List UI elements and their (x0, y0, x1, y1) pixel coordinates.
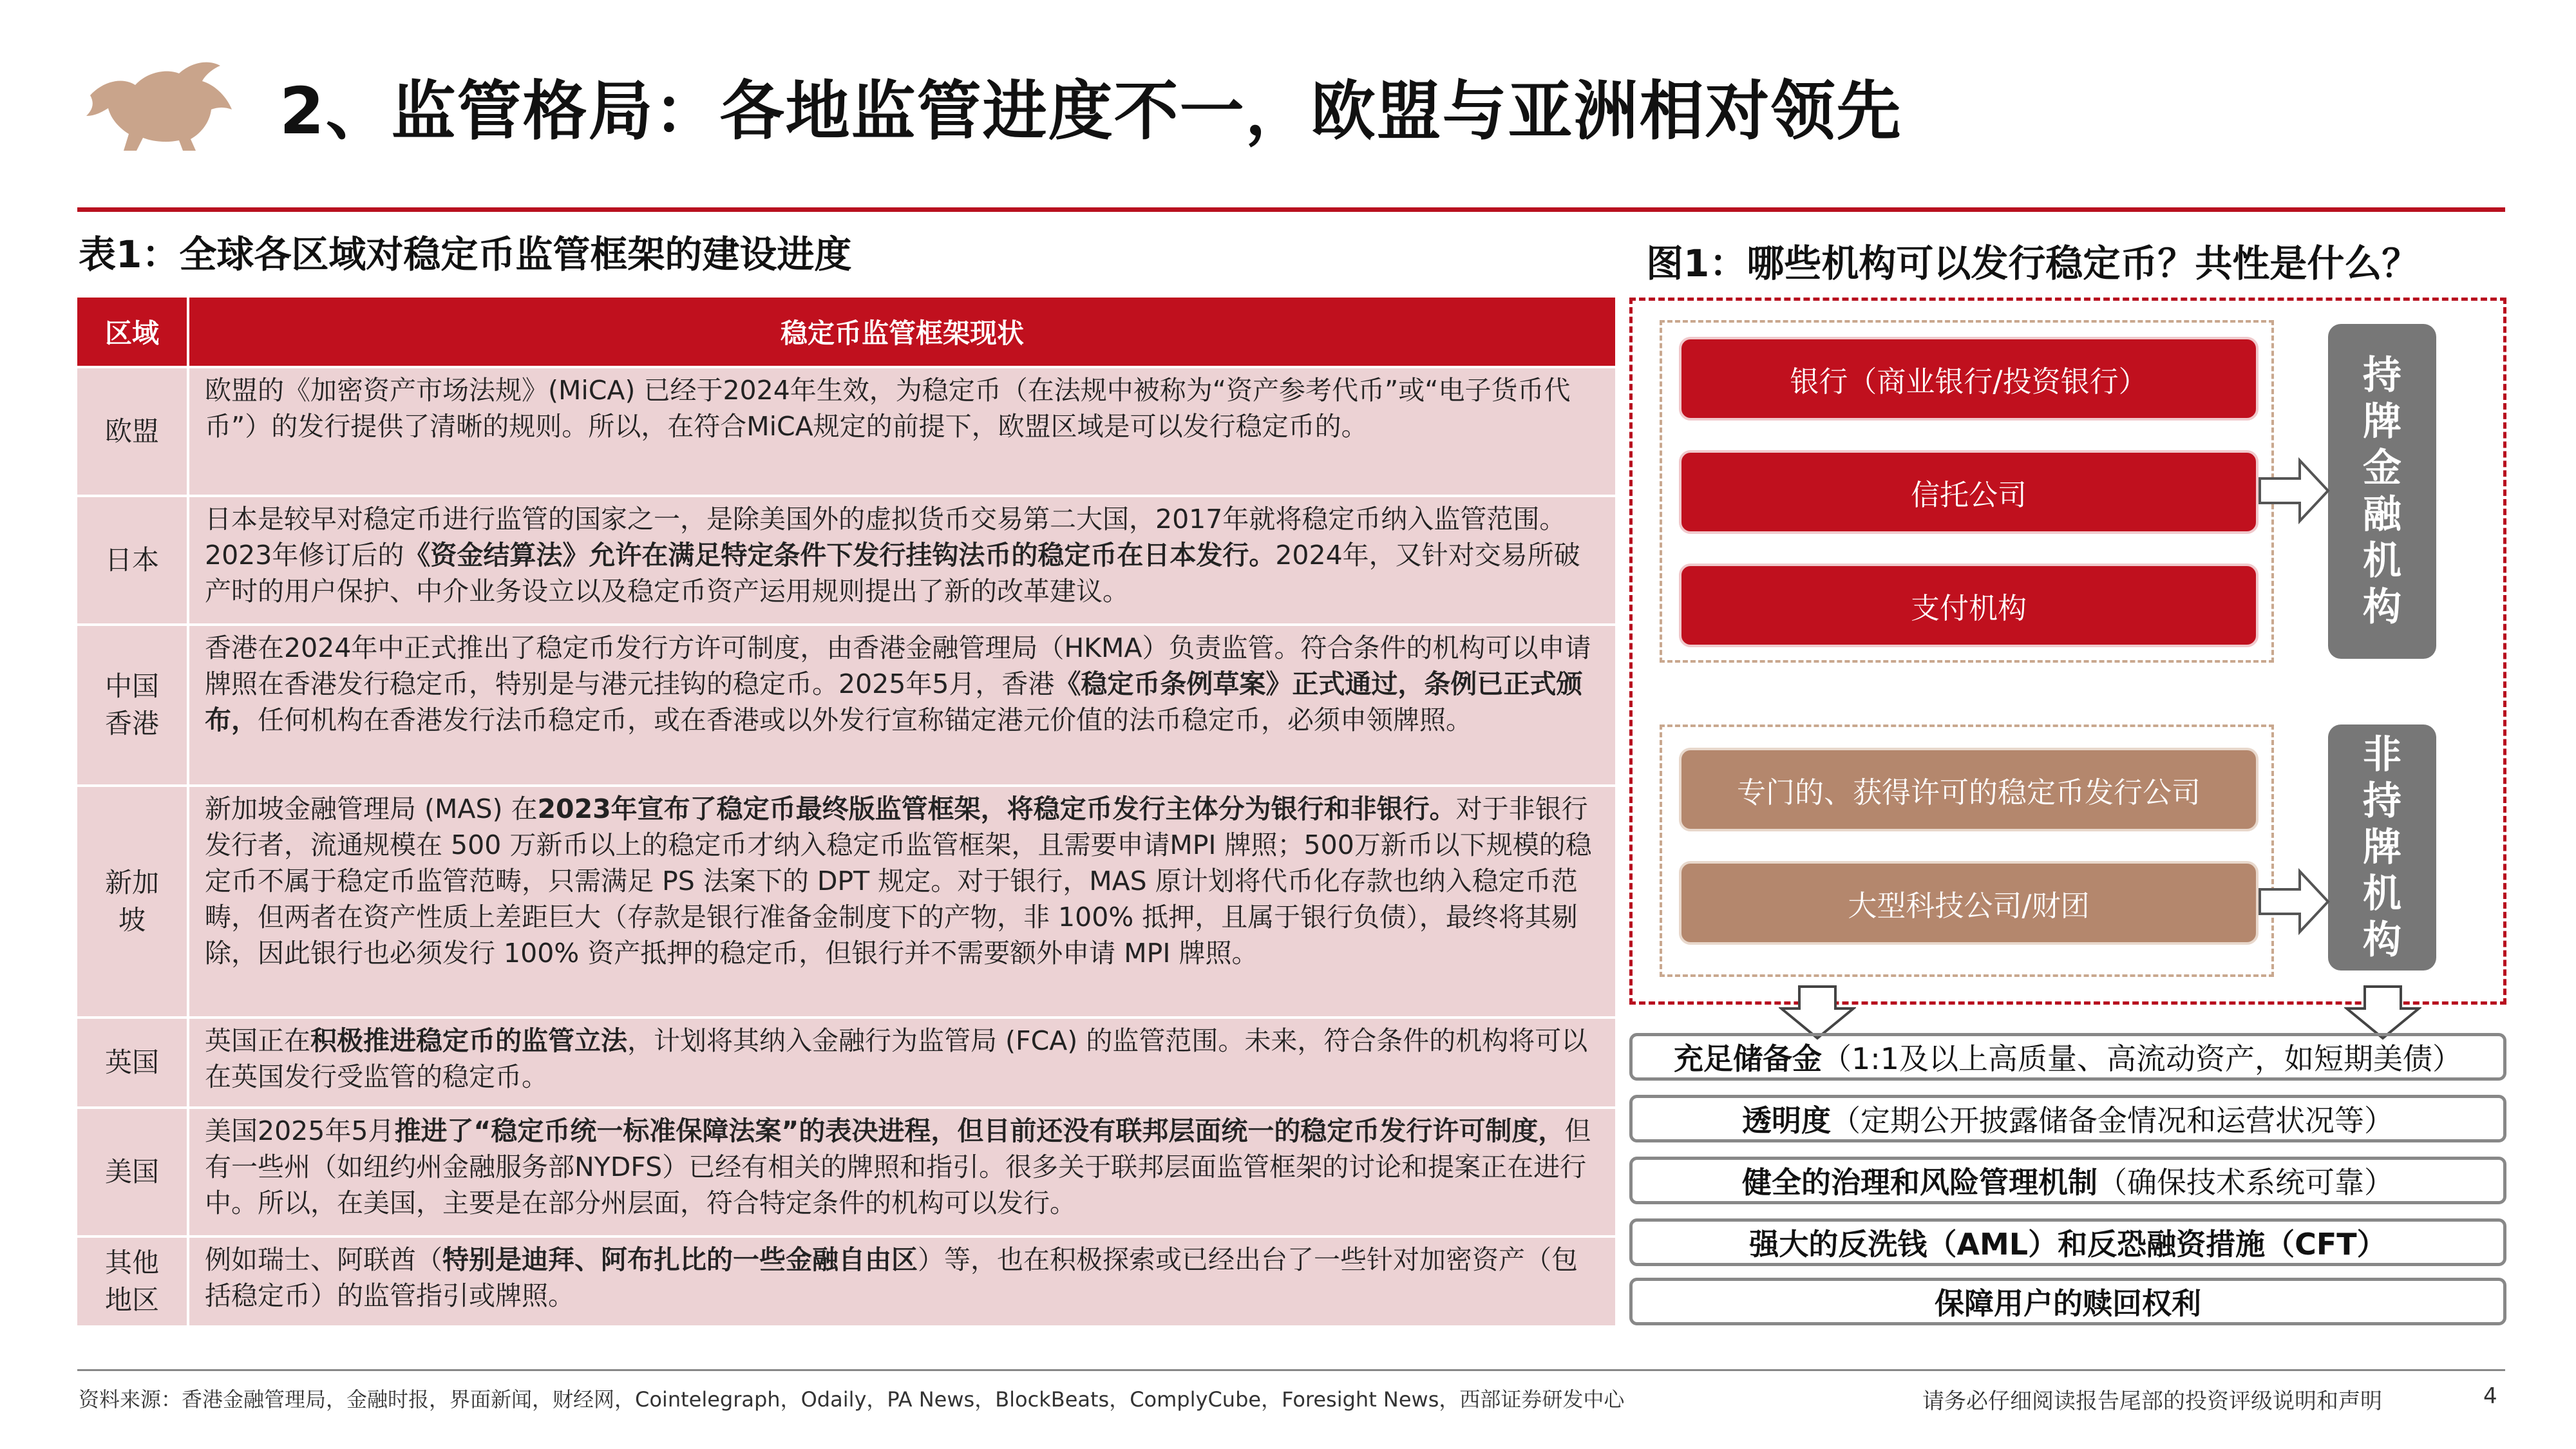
status-cell (189, 787, 1615, 1016)
feature-bold: 透明度 (1742, 1103, 1831, 1138)
issuer-stablecoin-company: 专门的、获得许可的稳定币发行公司 (1679, 748, 2259, 831)
region-line: 地区 (104, 1284, 159, 1316)
region-line: 中国 (104, 670, 159, 702)
unlicensed-label (2328, 724, 2436, 971)
feature-redemption (1629, 1278, 2506, 1325)
feature-bold: 强大的反洗钱（AML）和反恐融资措施（CFT） (1749, 1227, 2387, 1262)
status-text: 任何机构在香港发行法币稳定币，或在香港或以外发行宣称锚定港元价值的法币稳定币，必须申领牌照。 (258, 705, 1472, 735)
region-line: 坡 (118, 904, 146, 936)
status-text: 香港在2024年中正式推出了稳定币发行方许可制度，由香港金融管理局（HKMA）负责监管。符合条件的机构可以申请牌照在香港发行稳定币，特别是与港元挂钩的稳定币。2025年5月，香港 (205, 632, 1591, 699)
region-cell: 日本 (77, 497, 189, 623)
label-char: 牌 (2363, 399, 2401, 444)
table-caption: 表1：全球各区域对稳定币监管框架的建设进度 (79, 232, 852, 276)
label-char: 持 (2363, 779, 2401, 824)
footer-divider (77, 1369, 2505, 1371)
table-row-us (77, 1106, 1615, 1235)
table-row-eu (77, 366, 1615, 495)
header-divider (77, 207, 2505, 212)
region-line: 新加 (104, 867, 159, 898)
feature-detail: （定期公开披露储备金情况和运营状况等） (1831, 1103, 2394, 1138)
feature-bold: 保障用户的赎回权利 (1935, 1286, 2201, 1321)
status-text-bold: 《资金结算法》允许在满足特定条件下发行挂钩法币的稳定币在日本发行。 (404, 540, 1276, 571)
feature-bold: 充足储备金 (1673, 1041, 1822, 1076)
disclaimer: 请务必仔细阅读报告尾部的投资评级说明和声明 (1922, 1388, 2382, 1414)
region-cell: 英国 (77, 1019, 189, 1106)
feature-detail: （1:1及以上高质量、高流动资产，如短期美债） (1821, 1041, 2463, 1076)
status-text-bold: 2023年宣布了稳定币最终版监管框架，将稳定币发行主体分为银行和非银行。 (537, 793, 1456, 824)
issuer-diagram (1629, 298, 2506, 1005)
label-char: 机 (2363, 871, 2401, 916)
issuer-bigtech: 大型科技公司/财团 (1679, 861, 2259, 945)
status-cell (189, 626, 1615, 784)
source-note: 资料来源：香港金融管理局，金融时报，界面新闻，财经网，Cointelegraph，Odaily，PA News，BlockBeats，ComplyCube，Foresight News，西部证券研发中心 (79, 1387, 1625, 1412)
region-cell: 欧盟 (77, 368, 189, 495)
status-text: 美国2025年5月 (205, 1115, 395, 1146)
status-cell: 欧盟的《加密资产市场法规》(MiCA) 已经于2024年生效，为稳定币（在法规中被称为“资产参考代币”或“电子货币代币”）的发行提供了清晰的规则。所以，在符合MiCA规定的前提下，欧盟区域是可以发行稳定币的。 (205, 375, 1571, 442)
table-row-others (77, 1235, 1615, 1325)
region-cell (77, 787, 189, 1016)
status-text: 例如瑞士、阿联酋（ (205, 1244, 442, 1275)
status-text: ，计划将其纳入金融行为监管局 (FCA) 的监管范围。未来，符合条件的机构将可以在英国发行受监管的稳定币。 (205, 1025, 1588, 1092)
label-char: 构 (2363, 918, 2401, 963)
status-text-bold: 积极推进稳定币的监管立法 (310, 1025, 627, 1056)
label-char: 融 (2363, 492, 2401, 537)
label-char: 机 (2363, 538, 2401, 583)
status-text-bold: 特别是迪拜、阿布扎比的一些金融自由区 (442, 1244, 918, 1275)
region-cell (77, 626, 189, 784)
status-text: 对于非银行发行者，流通规模在 500 万新币以上的稳定币才纳入稳定币监管框架，且需要申请MPI 牌照；500万新币以下规模的稳定币不属于稳定币监管范畴，只需满足 PS 法案下的 DPT 规定。对于银行，MAS 原计划将代币化存款也纳入稳定币范畴，但两者在资产性质上差距巨大（存款是银行准备金制度下的产物，非 100% 抵押，且属于银行负债），最终将其剔除，因此银行也必须发行 100% 资产抵押的稳定币，但银行并不需要额外申请 MPI 牌照。 (205, 793, 1592, 969)
issuer-trust: 信托公司 (1679, 450, 2259, 534)
region-line: 其他 (104, 1247, 159, 1278)
arrow-right-licensed-icon (2259, 455, 2331, 526)
regulation-table (77, 298, 1615, 1325)
label-char: 构 (2363, 585, 2401, 630)
table-row-japan (77, 495, 1615, 623)
issuer-bank: 银行（商业银行/投资银行） (1679, 337, 2259, 421)
region-cell: 美国 (77, 1109, 189, 1235)
feature-bold: 健全的治理和风险管理机制 (1742, 1165, 2098, 1200)
status-text: ）等，也在积极探索或已经出台了一些针对加密资产（包括稳定币）的监管指引或牌照。 (205, 1244, 1578, 1311)
label-char: 非 (2363, 732, 2401, 777)
label-char: 牌 (2363, 825, 2401, 870)
arrow-right-unlicensed-icon (2259, 866, 2331, 937)
feature-detail: （确保技术系统可靠） (2098, 1165, 2394, 1200)
status-text: 日本是较早对稳定币进行监管的国家之一，是除美国外的虚拟货币交易第二大国，2017年就将稳定币纳入监管范围。2023年修订后的 (205, 504, 1566, 571)
table-row-singapore (77, 784, 1615, 1016)
label-char: 持 (2363, 353, 2401, 398)
feature-aml-cft (1629, 1218, 2506, 1266)
status-cell (189, 1019, 1615, 1106)
feature-transparency (1629, 1095, 2506, 1142)
licensed-label (2328, 324, 2436, 659)
header-status: 稳定币监管框架现状 (780, 317, 1024, 349)
status-text: 2024年，又针对交易所破产时的用户保护、中介业务设立以及稳定币资产运用规则提出了新的改革建议。 (205, 540, 1580, 607)
issuer-payment: 支付机构 (1679, 564, 2259, 647)
status-cell (189, 1238, 1615, 1325)
status-text-bold: 《稳定币条例草案》正式通过，条例已正式颁布， (205, 668, 1583, 735)
feature-reserve (1629, 1033, 2506, 1081)
region-line: 香港 (104, 708, 159, 739)
region-cell (77, 1238, 189, 1325)
status-text-bold: 推进了“稳定币统一标准保障法案”的表决进程，但目前还没有联邦层面统一的稳定币发行许可制度， (394, 1115, 1565, 1146)
table-header (77, 298, 1615, 366)
page-title: 2、监管格局：各地监管进度不一，欧盟与亚洲相对领先 (279, 73, 1902, 149)
table-row-hongkong (77, 623, 1615, 784)
bull-logo (82, 57, 237, 153)
status-text: 新加坡金融管理局 (MAS) 在 (205, 793, 538, 824)
status-cell (189, 497, 1615, 623)
status-text: 但有一些州（如纽约州金融服务部NYDFS）已经有相关的牌照和指引。很多关于联邦层面监管框架的讨论和提案正在进行中。所以，在美国，主要是在部分州层面，符合特定条件的机构可以发行。 (205, 1115, 1591, 1218)
table-row-uk (77, 1016, 1615, 1106)
feature-governance (1629, 1157, 2506, 1204)
status-text: 英国正在 (205, 1025, 310, 1056)
label-char: 金 (2363, 446, 2401, 491)
header-region: 区域 (77, 298, 189, 366)
status-cell (189, 1109, 1615, 1235)
figure-caption: 图1：哪些机构可以发行稳定币？共性是什么？ (1646, 242, 2420, 285)
page-number: 4 (2483, 1383, 2497, 1409)
